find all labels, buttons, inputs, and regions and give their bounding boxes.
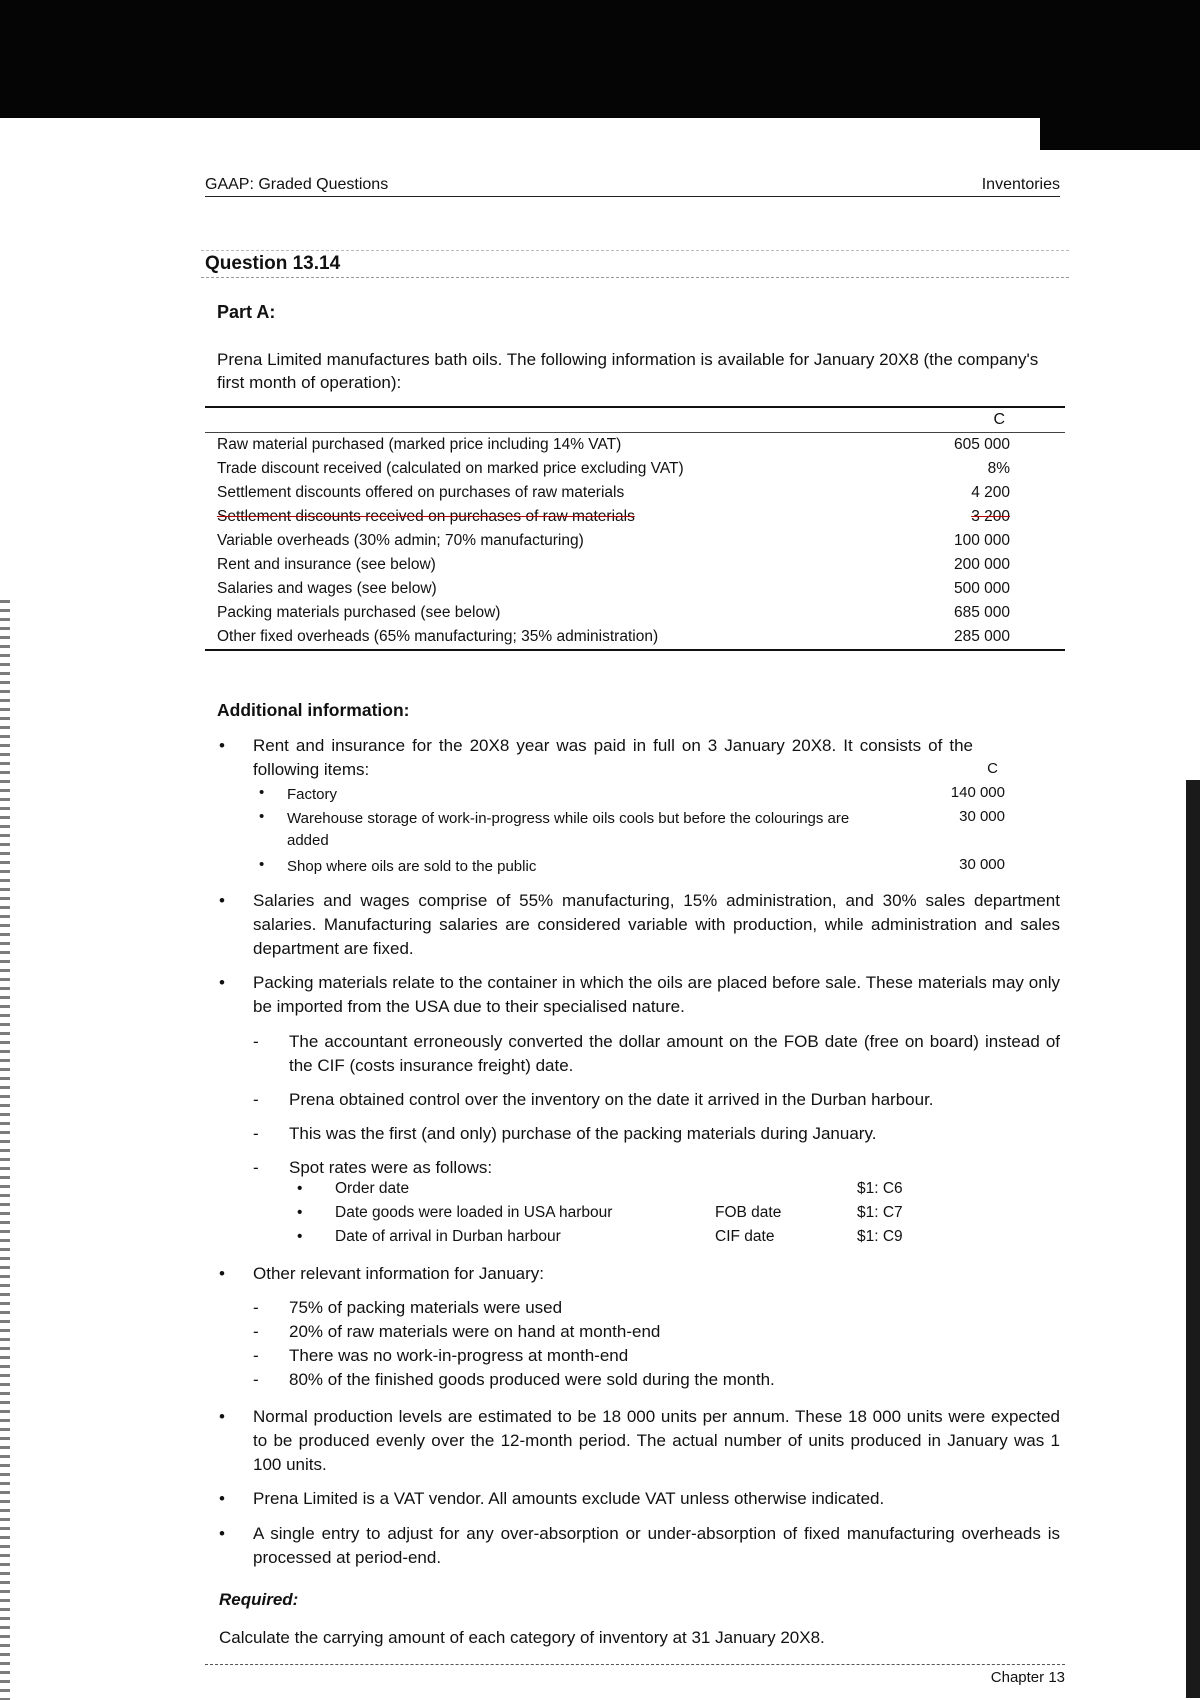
row-value: 8% bbox=[987, 460, 1010, 477]
page-footer bbox=[205, 1664, 1065, 1686]
table-row bbox=[205, 601, 1065, 625]
salaries-text: Salaries and wages comprise of 55% manufacturing, 15% administration, and 30% sales department salaries. Manufacturing salaries are considered variable with production, while administration and sales department are fixed. bbox=[253, 891, 1060, 958]
spot-tag: FOB date bbox=[715, 1204, 782, 1221]
rent-text: Rent and insurance for the 20X8 year was paid in full on 3 January 20X8. It consists of the following items: bbox=[253, 736, 973, 779]
rent-bullet bbox=[205, 734, 1060, 782]
packing-point bbox=[205, 1088, 1060, 1112]
packing-point-text: Spot rates were as follows: bbox=[289, 1158, 493, 1177]
spot-rate: $1: C7 bbox=[857, 1204, 903, 1221]
dash-glyph: - bbox=[253, 1090, 259, 1109]
bullet-glyph: • bbox=[297, 1228, 303, 1245]
spot-rate: $1: C6 bbox=[857, 1180, 903, 1197]
row-value: 285 000 bbox=[953, 628, 1010, 645]
spot-label: Order date bbox=[335, 1180, 410, 1197]
single-entry-bullet bbox=[205, 1522, 1060, 1570]
bullet-glyph: • bbox=[219, 973, 225, 992]
packing-point-text: Prena obtained control over the inventory on the date it arrived in the Durban harbour. bbox=[289, 1090, 934, 1109]
other-point bbox=[205, 1296, 1060, 1320]
question-title: Question 13.14 bbox=[201, 250, 1069, 278]
table-row bbox=[205, 553, 1065, 577]
vat-text: Prena Limited is a VAT vendor. All amounts exclude VAT unless otherwise indicated. bbox=[253, 1489, 885, 1508]
dash-glyph: - bbox=[253, 1322, 259, 1341]
dash-glyph: - bbox=[253, 1370, 259, 1389]
other-text: Other relevant information for January: bbox=[253, 1264, 545, 1283]
dash-glyph: - bbox=[253, 1298, 259, 1317]
row-value: 500 000 bbox=[953, 580, 1010, 597]
table-row bbox=[205, 577, 1065, 601]
running-header bbox=[205, 176, 1060, 197]
row-label: Raw material purchased (marked price including 14% VAT) bbox=[217, 436, 622, 453]
rent-item-label: Warehouse storage of work-in-progress while oils cools but before the colourings are added bbox=[287, 810, 850, 849]
row-label: Other fixed overheads (65% manufacturing; 35% administration) bbox=[217, 628, 659, 645]
row-value: 200 000 bbox=[953, 556, 1010, 573]
row-value: 3 200 bbox=[971, 508, 1010, 525]
dash-glyph: - bbox=[253, 1032, 259, 1051]
other-point-text: 80% of the finished goods produced were sold during the month. bbox=[289, 1370, 775, 1389]
other-point bbox=[205, 1320, 1060, 1344]
spot-tag: CIF date bbox=[715, 1228, 775, 1245]
bullet-glyph: • bbox=[259, 784, 265, 801]
row-value: 100 000 bbox=[953, 532, 1010, 549]
table-row bbox=[205, 625, 1065, 649]
bullet-glyph: • bbox=[219, 1407, 225, 1426]
rent-currency: C bbox=[987, 760, 998, 777]
salaries-bullet bbox=[205, 889, 1060, 961]
spot-label: Date goods were loaded in USA harbour bbox=[335, 1204, 613, 1221]
row-label: Variable overheads (30% admin; 70% manufacturing) bbox=[217, 532, 584, 549]
packing-point bbox=[205, 1156, 1060, 1180]
document-page bbox=[205, 0, 1065, 1698]
row-label: Salaries and wages (see below) bbox=[217, 580, 437, 597]
intro-paragraph: Prena Limited manufactures bath oils. The following information is available for January 20X8 (the company's first month of operation): bbox=[217, 350, 1039, 392]
spot-rate: $1: C9 bbox=[857, 1228, 903, 1245]
row-label: Packing materials purchased (see below) bbox=[217, 604, 501, 621]
normal-production-text: Normal production levels are estimated to be 18 000 units per annum. These 18 000 units were expected to be produced evenly over the 12-month period. The actual number of units produced in January was 1 100 units. bbox=[253, 1407, 1060, 1474]
row-label: Rent and insurance (see below) bbox=[217, 556, 436, 573]
required-text: Calculate the carrying amount of each category of inventory at 31 January 20X8. bbox=[219, 1628, 825, 1647]
bullet-glyph: • bbox=[219, 1489, 225, 1508]
bullet-glyph: • bbox=[219, 1524, 225, 1543]
header-right: Inventories bbox=[981, 176, 1060, 193]
single-entry-text: A single entry to adjust for any over-absorption or under-absorption of fixed manufacturing overheads is processed at period-end. bbox=[253, 1524, 1060, 1567]
scan-left-edge bbox=[0, 600, 10, 1700]
vat-bullet bbox=[205, 1487, 1060, 1511]
packing-point-text: The accountant erroneously converted the dollar amount on the FOB date (free on board) instead of the CIF (costs insurance freight) date. bbox=[289, 1032, 1060, 1075]
table-row bbox=[205, 481, 1065, 505]
normal-production-bullet bbox=[205, 1405, 1060, 1477]
packing-text: Packing materials relate to the container in which the oils are placed before sale. These materials may only be imported from the USA due to their specialised nature. bbox=[253, 973, 1060, 1016]
spot-label: Date of arrival in Durban harbour bbox=[335, 1228, 561, 1245]
dash-glyph: - bbox=[253, 1124, 259, 1143]
bullet-glyph: • bbox=[259, 808, 265, 825]
scan-right-edge bbox=[1186, 780, 1200, 1698]
dash-glyph: - bbox=[253, 1158, 259, 1177]
bullet-glyph: • bbox=[297, 1204, 303, 1221]
other-point-text: 20% of raw materials were on hand at month-end bbox=[289, 1322, 661, 1341]
bullet-glyph: • bbox=[259, 856, 265, 873]
other-bullet bbox=[205, 1262, 1060, 1286]
packing-point bbox=[205, 1030, 1060, 1078]
rent-item-value: 30 000 bbox=[959, 808, 1005, 825]
chapter-label: Chapter 13 bbox=[990, 1669, 1065, 1686]
row-label: Trade discount received (calculated on marked price excluding VAT) bbox=[217, 460, 684, 477]
header-left: GAAP: Graded Questions bbox=[205, 176, 389, 193]
currency-header: C bbox=[993, 411, 1005, 428]
rent-item-value: 30 000 bbox=[959, 856, 1005, 873]
row-value: 605 000 bbox=[953, 436, 1010, 453]
spot-rate-row bbox=[205, 1180, 1060, 1204]
rent-item-label: Factory bbox=[287, 786, 338, 803]
table-header bbox=[205, 408, 1065, 433]
rent-item-label: Shop where oils are sold to the public bbox=[287, 858, 537, 875]
required-heading: Required: bbox=[219, 1590, 299, 1609]
other-point bbox=[205, 1368, 1060, 1392]
spot-rate-row bbox=[205, 1228, 1060, 1252]
other-point-text: There was no work-in-progress at month-end bbox=[289, 1346, 629, 1365]
packing-bullet bbox=[205, 971, 1060, 1019]
bullet-glyph: • bbox=[219, 891, 225, 910]
bullet-glyph: • bbox=[219, 1264, 225, 1283]
table-row-struck bbox=[205, 505, 1065, 529]
bullet-glyph: • bbox=[219, 736, 225, 755]
table-row bbox=[205, 529, 1065, 553]
packing-point-text: This was the first (and only) purchase of the packing materials during January. bbox=[289, 1124, 877, 1143]
spot-rate-row bbox=[205, 1204, 1060, 1228]
packing-point bbox=[205, 1122, 1060, 1146]
part-heading: Part A: bbox=[217, 302, 276, 322]
table-row bbox=[205, 457, 1065, 481]
other-point bbox=[205, 1344, 1060, 1368]
other-point-text: 75% of packing materials were used bbox=[289, 1298, 563, 1317]
additional-info-heading: Additional information: bbox=[217, 700, 410, 720]
bullet-glyph: • bbox=[297, 1180, 303, 1197]
row-value: 4 200 bbox=[971, 484, 1010, 501]
table-row bbox=[205, 433, 1065, 457]
dash-glyph: - bbox=[253, 1346, 259, 1365]
row-label: Settlement discounts offered on purchases of raw materials bbox=[217, 484, 625, 501]
cost-table bbox=[205, 406, 1065, 651]
row-value: 685 000 bbox=[953, 604, 1010, 621]
row-label: Settlement discounts received on purchases of raw materials bbox=[217, 508, 635, 525]
rent-item-value: 140 000 bbox=[950, 784, 1005, 801]
